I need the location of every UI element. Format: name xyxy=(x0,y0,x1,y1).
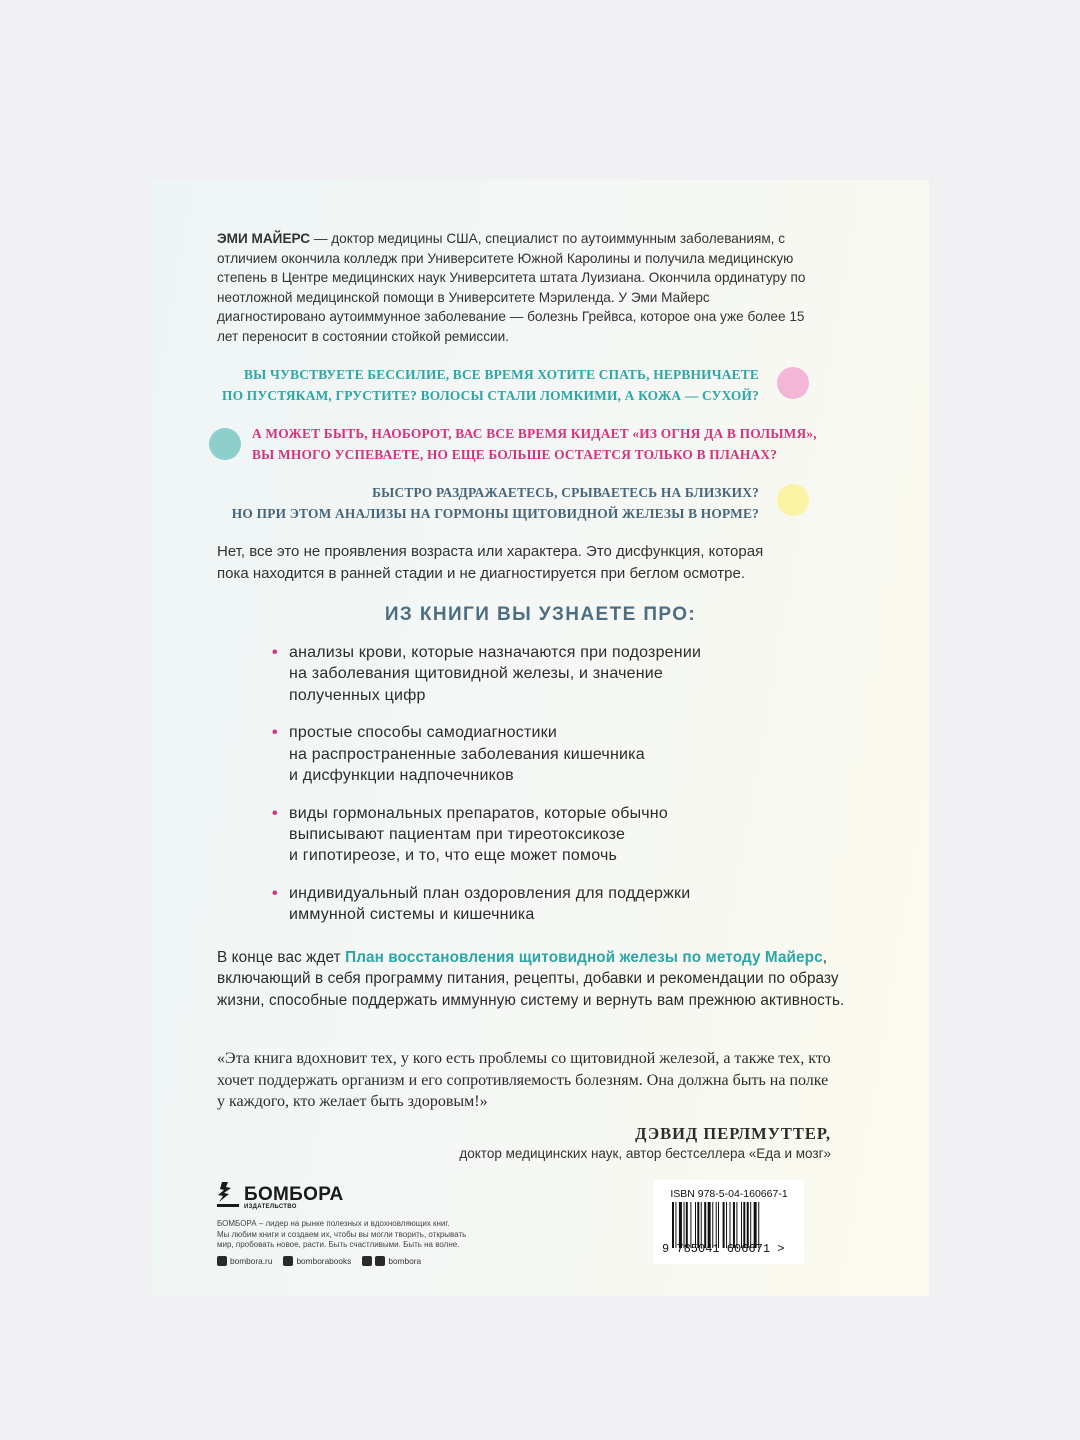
publisher-desc-line-3: мир, пробовать новое, расти. Быть счастливыми. Быть на волне. xyxy=(217,1240,460,1249)
teal-circle-decoration xyxy=(209,428,241,460)
publisher-logo xyxy=(215,1180,344,1210)
pink-circle-decoration xyxy=(777,367,809,399)
book-back-cover xyxy=(152,180,929,1296)
list-item xyxy=(272,883,789,926)
social-vk[interactable] xyxy=(283,1256,351,1266)
publisher-socials xyxy=(217,1256,421,1266)
intro-paragraph xyxy=(217,541,827,585)
author-bio xyxy=(217,229,822,347)
author-bio-text: — доктор медицины США, специалист по аутоиммунным заболеваниям, с отличием окончила колледж при Университете Южной Каролины и получила медицинскую степень в Центре медицинских наук Университета штата Луизиана. Окончила ординатуру по неотложной медицинской помощи в Университете Мэриленда. У Эми Майерс диагностировано аутоиммунное заболевание — болезнь Грейвса, которое она уже более 15 лет переносит в состоянии стойкой ремиссии. xyxy=(217,231,806,344)
intro-line-2: пока находится в ранней стадии и не диагностируется при беглом осмотре. xyxy=(217,565,746,582)
isbn-barcode xyxy=(654,1180,804,1264)
plan-highlight: План восстановления щитовидной железы по методу Майерс xyxy=(345,949,823,966)
bullet-icon: • xyxy=(272,724,278,742)
list-item-2-line-1: простые способы самодиагностики xyxy=(289,724,557,742)
social-other-label: bombora xyxy=(388,1256,422,1266)
list-item-1-line-1: анализы крови, которые назначаются при подозрении xyxy=(289,644,702,661)
learn-list xyxy=(272,642,789,942)
question-3-line-1: БЫСТРО РАЗДРАЖАЕТЕСЬ, СРЫВАЕТЕСЬ НА БЛИЗКИХ? xyxy=(372,485,759,500)
plan-suffix: , включающий в себя программу питания, рецепты, добавки и рекомендации по образу жизни, способные поддержать иммунную систему и вернуть вам прежнюю активность. xyxy=(217,949,845,1009)
intro-line-1: Нет, все это не проявления возраста или характера. Это дисфункция, которая xyxy=(217,543,764,560)
yellow-circle-decoration xyxy=(777,484,809,516)
social-vk-label: bomborabooks xyxy=(296,1256,352,1266)
list-item xyxy=(272,803,789,867)
social-site[interactable] xyxy=(217,1256,272,1266)
isbn-number: ISBN 978-5-04-160667-1 xyxy=(670,1188,788,1200)
barcode-digits: 9 785041 606671 > xyxy=(662,1242,785,1256)
question-block-3 xyxy=(232,482,759,524)
telegram-icon xyxy=(375,1256,385,1266)
author-name: ЭМИ МАЙЕРС xyxy=(217,231,311,246)
question-block-2 xyxy=(252,423,817,465)
list-item-3-line-1: виды гормональных препаратов, которые обычно xyxy=(289,804,668,822)
youtube-icon xyxy=(362,1256,372,1266)
question-1-line-2: ПО ПУСТЯКАМ, ГРУСТИТЕ? ВОЛОСЫ СТАЛИ ЛОМКИМИ, А КОЖА — СУХОЙ? xyxy=(222,388,759,403)
list-item-4-line-2: иммунной системы и кишечника xyxy=(289,906,535,924)
bullet-icon: • xyxy=(272,644,278,661)
social-site-label: bombora.ru xyxy=(230,1256,273,1266)
testimonial-quote: «Эта книга вдохновит тех, у кого есть проблемы со щитовидной железой, а также тех, кто хочет поддержать организм и его сопротивляемость болезням. Она должна быть на полке у каждого, кто желает быть здоровым!» xyxy=(217,1050,831,1110)
plan-paragraph xyxy=(217,947,857,1011)
vk-icon xyxy=(283,1256,293,1266)
publisher-description xyxy=(217,1219,517,1251)
bombora-logo-icon xyxy=(215,1180,241,1210)
list-item-3-line-3: и гипотиреозе, и то, что еще может помочь xyxy=(289,847,618,865)
question-1-line-1: ВЫ ЧУВСТВУЕТЕ БЕССИЛИЕ, ВСЕ ВРЕМЯ ХОТИТЕ СПАТЬ, НЕРВНИЧАЕТЕ xyxy=(244,367,759,382)
list-item xyxy=(272,642,789,706)
quote-author: ДЭВИД ПЕРЛМУТТЕР, xyxy=(635,1124,831,1143)
list-item-2-line-2: на распространенные заболевания кишечника xyxy=(289,745,645,763)
publisher-desc-line-1: БОМБОРА – лидер на рынке полезных и вдохновляющих книг. xyxy=(217,1219,450,1228)
question-3-line-2: НО ПРИ ЭТОМ АНАЛИЗЫ НА ГОРМОНЫ ЩИТОВИДНОЙ ЖЕЛЕЗЫ В НОРМЕ? xyxy=(231,506,759,521)
list-item-1-line-3: полученных цифр xyxy=(289,686,426,704)
quote-author-role: доктор медицинских наук, автор бестселлера «Еда и мозг» xyxy=(459,1146,831,1161)
question-block-1 xyxy=(222,364,759,406)
publisher-subtitle: ИЗДАТЕЛЬСТВО xyxy=(244,1204,297,1210)
social-other[interactable] xyxy=(362,1256,421,1266)
plan-prefix: В конце вас ждет xyxy=(217,949,346,966)
globe-icon xyxy=(217,1256,227,1266)
question-2-line-1: А МОЖЕТ БЫТЬ, НАОБОРОТ, ВАС ВСЕ ВРЕМЯ КИДАЕТ «ИЗ ОГНЯ ДА В ПОЛЫМЯ», xyxy=(252,426,817,441)
list-item xyxy=(272,722,789,786)
bullet-icon: • xyxy=(272,804,278,822)
section-heading: ИЗ КНИГИ ВЫ УЗНАЕТЕ ПРО: xyxy=(384,604,697,625)
publisher-desc-line-2: Мы любим книги и создаем их, чтобы вы могли творить, открывать xyxy=(217,1229,467,1239)
list-item-3-line-2: выписывают пациентам при тиреотоксикозе xyxy=(289,826,626,844)
publisher-name: БОМБОРА xyxy=(244,1184,344,1205)
list-item-4-line-1: индивидуальный план оздоровления для поддержки xyxy=(289,885,691,903)
question-2-line-2: ВЫ МНОГО УСПЕВАЕТЕ, НО ЕЩЕ БОЛЬШЕ ОСТАЕТСЯ ТОЛЬКО В ПЛАНАХ? xyxy=(252,447,778,462)
bullet-icon: • xyxy=(272,885,278,903)
list-item-2-line-3: и дисфункции надпочечников xyxy=(289,766,514,784)
list-item-1-line-2: на заболевания щитовидной железы, и значение xyxy=(289,665,663,683)
